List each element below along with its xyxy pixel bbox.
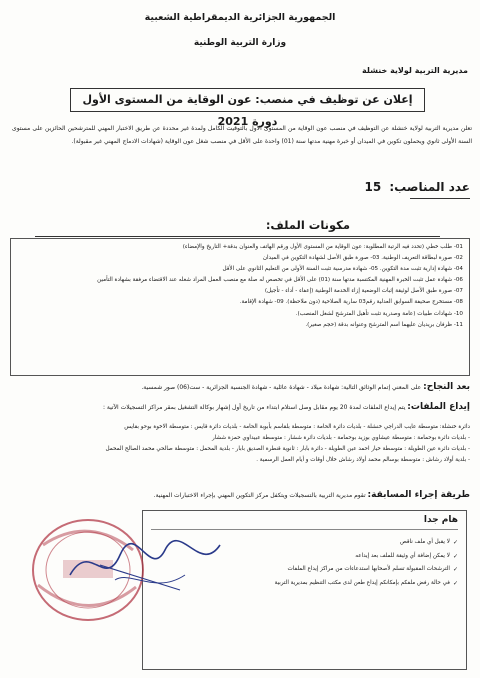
directorate-header: مديرية التربية لولاية خنشلة xyxy=(362,66,468,75)
intro-paragraph: تعلن مديرية التربية لولاية خنشلة عن التوظيف في منصب عون الوقاية من المستوى الأول بالتوقيت الكامل ولمدة غير محددة عن طريق الاختبار المهني للمترشحين الحائزين على مستوى السنة الأولى ثانوي ويحملون تكوين في الميدان أو خبرة مهنية مدتها سنة (01) واحدة على الأقل في منصب شغل عون الوقاية (شهادات الادماج المهني غير مقبولة). xyxy=(12,125,472,145)
positions-label: عدد المناصب: xyxy=(389,180,470,194)
deposit-center-line: دائرة خنشلة: متوسطة عايب الدراجي خنشلة - بلديات دائرة الحامة : متوسطة بلقاسم بأبوبة الحامة - بلديات دائرة قايس : متوسطة الاخوة بوحو بقايس xyxy=(124,424,470,430)
signature-icon xyxy=(60,520,230,600)
republic-header: الجمهورية الجزائرية الديمقراطية الشعبية xyxy=(144,12,336,23)
file-item: 11- ظرفان بريديان عليهما اسم المترشح وعنوانه بدقة (حجم صغير). xyxy=(305,321,463,328)
announcement-title: إعلان عن توظيف في منصب: عون الوقاية من المستوى الأول دورة 2021 xyxy=(70,88,425,112)
file-item: 01- طلب خطي (تحدد فيه الرتبة المطلوبة: عون الوقاية من المستوى الأول ورقم الهاتف والعنوان بدقة+ التاريخ والإمضاء) xyxy=(182,244,463,250)
file-section-title: مكونات الملف: xyxy=(265,218,350,232)
deposit-center-line: - بلدية أولاد رشاش : متوسطة بوسالم محمد أولاد رشاش خلال أوقات و أيام العمل الرسمية . xyxy=(256,457,470,463)
important-note-text: لا يقبل أي ملف ناقص xyxy=(399,539,450,545)
deposit-center-line: - بلديات دائرة بوحمامة : متوسطة عيشاوي بوزيد بوحمامة - بلديات دائرة ششار : متوسطة عبيداوي حمزة ششار xyxy=(212,435,470,441)
deposit-text: يتم إيداع الملفات لمدة 20 يوم مقابل وصل استلام ابتداء من تاريخ أول إشهار بوكالة التشغيل بمقر مراكز التسجيلات الآتية : xyxy=(102,404,406,411)
after-success-block xyxy=(10,382,470,394)
positions-value: 15 xyxy=(364,180,382,194)
procedure-block xyxy=(10,490,470,500)
check-icon: ✓ xyxy=(452,579,458,587)
after-success-text: على المعني إتمام الوثائق التالية: شهادة ميلاد - شهادة عائلية - شهادة الجنسية الجزائرية - ست(06) صور شمسية. xyxy=(141,384,422,391)
deposit-block xyxy=(10,402,470,414)
file-item: 07- صورة طبق الأصل لوثيقة إثبات الوضعية إزاء الخدمة الوطنية (إعفاء - أداء - تأجيل) xyxy=(264,288,463,295)
procedure-label: طريقة إجراء المسابقة: xyxy=(367,490,470,500)
deposit-label: إيداع الملفات: xyxy=(407,402,470,412)
file-item: 02- صورة لبطاقة التعريف الوطنية. 03- صورة طبق الأصل لشهادة التكوين في الميدان xyxy=(262,255,463,262)
deposit-centers-list xyxy=(10,422,470,466)
positions-underline xyxy=(410,198,470,199)
important-note-text: لا يمكن إضافة أي وثيقة للملف بعد إيداعه xyxy=(355,552,450,559)
check-icon: ✓ xyxy=(452,552,458,560)
file-components-box xyxy=(10,238,470,376)
file-item: 06- شهادة عمل تثبت الخبرة المهنية المكتسبة مدتها سنة (01) على الأقل في تخصص له صلة مع منصب العمل المراد شغله عند الاقتضاء مرفقة بشهادة التأمين xyxy=(97,277,463,284)
file-item: 08- مستخرج صحيفة السوابق العدلية رقم03 سارية الصلاحية (دون ملاحظة). 09- شهادة الإقامة. xyxy=(239,299,463,306)
check-icon: ✓ xyxy=(452,566,458,573)
check-icon: ✓ xyxy=(452,539,458,546)
important-note-text: الترشحات المقبولة تسلم لأصحابها استدعاءات من مراكز إيداع الملفات xyxy=(287,566,450,572)
important-note-text: في حالة رفض ملفكم بإمكانكم إيداع طعن لدى مكتب التنظيم بمديرية التربية xyxy=(274,579,450,586)
positions-count xyxy=(364,180,470,194)
file-item: 10- شهادات طبيات (عامة وصدرية تثبت تأهيل المترشح لشغل المنصب). xyxy=(295,310,463,317)
important-title: هام جدا xyxy=(423,515,458,525)
procedure-text: تقوم مديرية التربية بالتسجيلات ويتكفل مركز التكوين المهني بإجراء الاختبارات المهنية. xyxy=(153,492,366,499)
deposit-center-line: - بلديات دائرة عين الطويلة : متوسطة خيار احمد عين الطويلة - دائرة بابار : ثانوية قنطرة الصديق بابار - بلدية المحمل : متوسطة صالحي محمد الصالح المحمل xyxy=(105,446,470,452)
file-item: 04- شهادة إدارية تثبت مدة التكوين. 05- شهادة مدرسية تثبت السنة الأولى من التعليم الثانوي على الأقل xyxy=(222,266,463,273)
file-section-divider xyxy=(35,236,440,237)
ministry-header: وزارة التربية الوطنية xyxy=(193,38,287,48)
after-success-label: بعد النجاح: xyxy=(423,382,470,392)
